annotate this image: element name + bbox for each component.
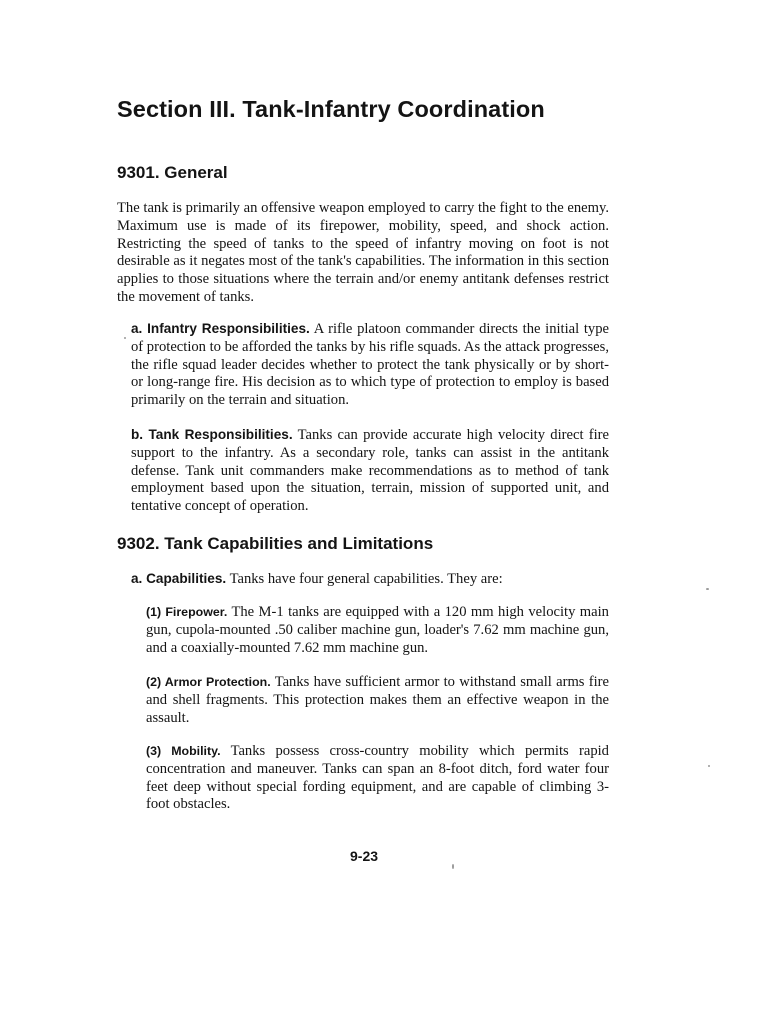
scan-speck: [706, 588, 709, 590]
lead-infantry-responsibilities: a. Infantry Responsibilities.: [131, 321, 310, 336]
item-armor-protection: [146, 674, 609, 727]
scan-speck: [124, 337, 126, 339]
lead-firepower: (1) Firepower.: [146, 605, 228, 619]
lead-mobility: (3) Mobility.: [146, 744, 221, 758]
text-mobility: Tanks possess cross-country mobility which permits rapid concentration and maneuver. Tanks can span an 8-foot ditch, ford water four feet deep without special fording equipment, and are capable of climbing 3-foot obstacles.: [146, 743, 609, 813]
paragraph-general: The tank is primarily an offensive weapon employed to carry the fight to the enemy. Maximum use is made of its firepower, mobility, speed, and shock action. Restricting the speed of tanks to the speed of infantry moving on foot is not desirable as it negates most of the tank's capabilities. The information in this section applies to those situations where the terrain and/or enemy antitank defenses restrict the movement of tanks.: [117, 200, 609, 305]
text-armor-protection: Tanks have sufficient armor to withstand small arms fire and shell fragments. This protection makes them an effective weapon in the assault.: [146, 674, 609, 726]
heading-9301-general: 9301. General: [117, 163, 228, 182]
paragraph-infantry-responsibilities: [131, 320, 609, 410]
heading-9302-capabilities-limitations: 9302. Tank Capabilities and Limitations: [117, 534, 434, 553]
text-infantry-responsibilities: A rifle platoon commander directs the initial type of protection to be afforded the tanks by his rifle squads. As the attack progresses, the rifle squad leader decides whether to protect the tank physically or by short- or long-range fire. His decision as to which type of protection to employ is based primarily on the terrain and situation.: [131, 321, 609, 409]
paragraph-capabilities: [131, 570, 609, 589]
lead-armor-protection: (2) Armor Protection.: [146, 675, 271, 689]
text-tank-responsibilities: Tanks can provide accurate high velocity direct fire support to the infantry. As a secondary role, tanks can assist in the antitank defense. Tank unit commanders make recommendations as to method of tank employment based upon the situation, terrain, mission of supported unit, and tentative concept of operation.: [131, 427, 610, 515]
item-mobility: [146, 743, 609, 814]
lead-capabilities: a. Capabilities.: [131, 571, 227, 586]
lead-tank-responsibilities: b. Tank Responsibilities.: [131, 427, 293, 442]
section-title: Section III. Tank-Infantry Coordination: [117, 96, 545, 122]
page-number: 9-23: [350, 848, 379, 864]
scan-speck: [452, 864, 454, 869]
text-capabilities: Tanks have four general capabilities. They are:: [229, 571, 503, 587]
text-firepower: The M-1 tanks are equipped with a 120 mm high velocity main gun, cupola-mounted .50 caliber machine gun, loader's 7.62 mm machine gun, and a coaxially-mounted 7.62 mm machine gun.: [146, 604, 609, 656]
item-firepower: [146, 604, 609, 657]
scan-speck: [708, 765, 710, 767]
paragraph-tank-responsibilities: [131, 426, 609, 516]
